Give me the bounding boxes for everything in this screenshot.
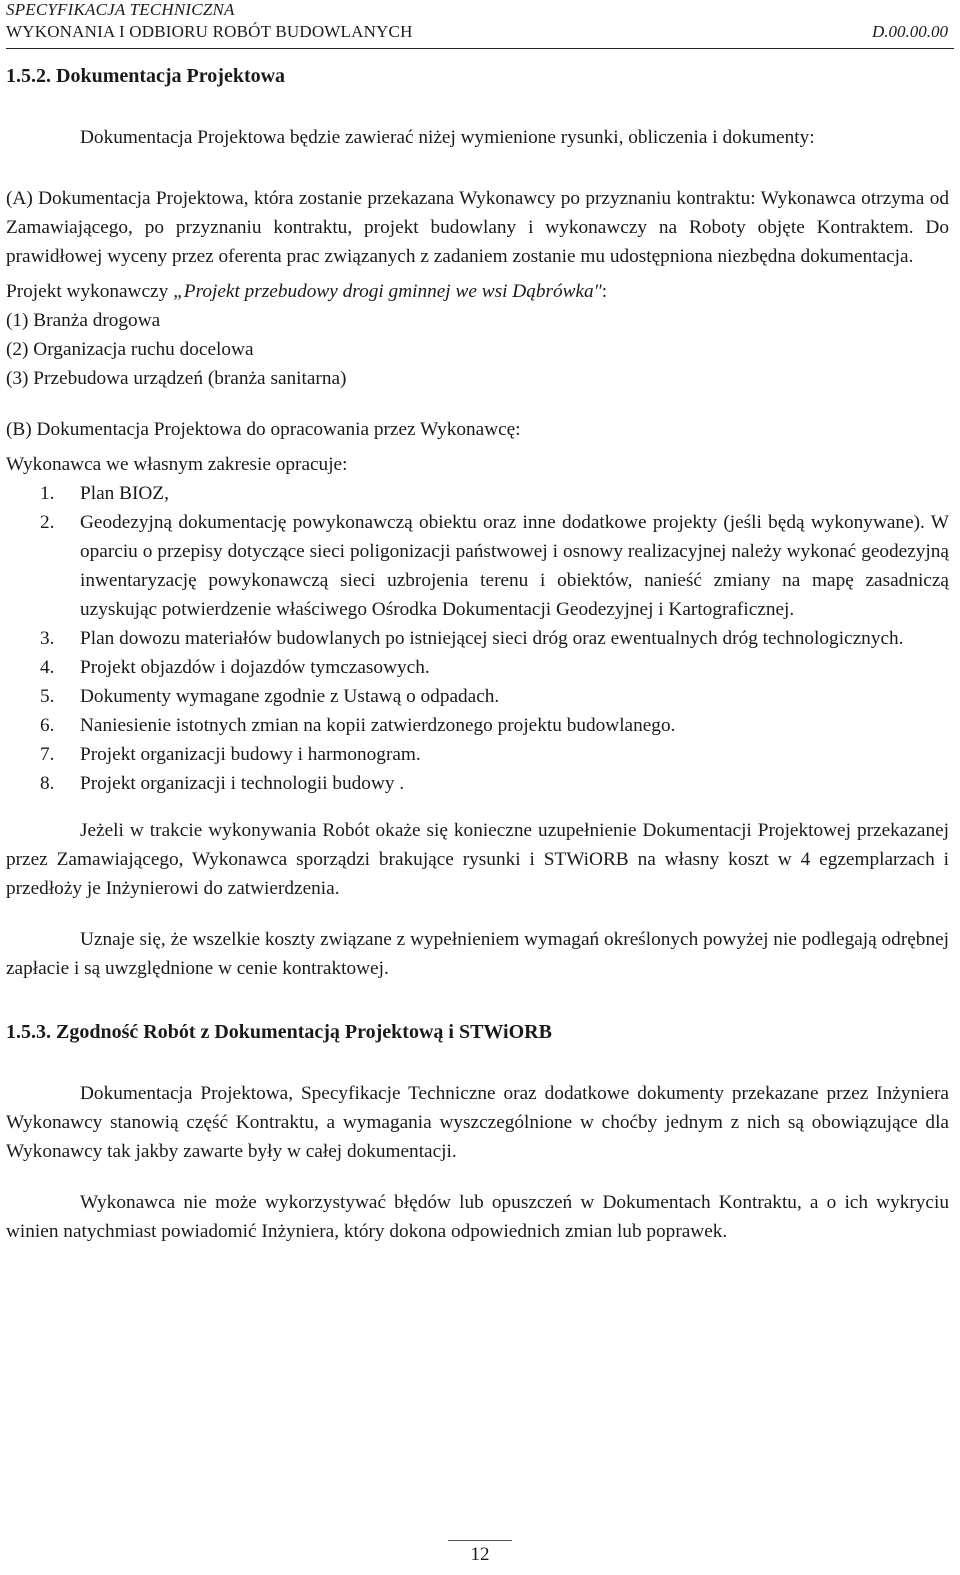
list-item-text: Projekt organizacji i technologii budowy . [80, 773, 405, 794]
list-item [6, 653, 949, 682]
list-item-number: 6. [40, 715, 55, 736]
header-spec-title: SPECYFIKACJA TECHNICZNA [6, 0, 235, 19]
page-header [6, 0, 954, 49]
list-item [6, 624, 949, 653]
list-item [6, 682, 949, 711]
list-item [6, 740, 949, 769]
project-prefix: Projekt wykonawczy [6, 281, 174, 302]
branch-item: (1) Branża drogowa [6, 310, 161, 331]
list-item-number: 2. [40, 512, 55, 533]
project-line [6, 277, 949, 306]
list-item-text: Projekt organizacji budowy i harmonogram. [80, 744, 421, 765]
list-item-number: 3. [40, 628, 55, 649]
list-item-number: 7. [40, 744, 55, 765]
list-item-text: Projekt objazdów i dojazdów tymczasowych. [80, 657, 430, 678]
list-item-text: Dokumenty wymagane zgodnie z Ustawą o odpadach. [80, 686, 500, 707]
section-heading-1-5-2: 1.5.2. Dokumentacja Projektowa [6, 65, 286, 87]
document-body [6, 62, 949, 1246]
section-heading-1-5-3: 1.5.3. Zgodność Robót z Dokumentacją Projektową i STWiORB [6, 1021, 552, 1043]
list-item-text: Geodezyjną dokumentację powykonawczą obiektu oraz inne dodatkowe projekty (jeśli będą wykonywane). W oparciu o przepisy dotyczące sieci poligonizacji państwowej i osnowy realizacyjnej należy wykonać geodezyjną inwentaryzację powykonawczą sieci uzbrojenia terenu i obiektów, nanieść zmiany na mapę zasadniczą uzyskując potwierdzenie właściwego Ośrodka Dokumentacji Geodezyjnej i Kartograficznej. [80, 512, 949, 620]
list-item [6, 711, 949, 740]
supplement-paragraph: Jeżeli w trakcie wykonywania Robót okaże się konieczne uzupełnienie Dokumentacji Projektowej przekazanej przez Zamawiającego, Wykonawca sporządzi brakujące rysunki i STWiORB na własny koszt w 4 egzemplarzach i przedłoży je Inżynierowi do zatwierdzenia. [6, 820, 949, 899]
list-item-text: Naniesienie istotnych zmian na kopii zatwierdzonego projektu budowlanego. [80, 715, 676, 736]
page-number: 12 [470, 1544, 490, 1565]
list-item-number: 8. [40, 773, 55, 794]
intro-paragraph: Dokumentacja Projektowa będzie zawierać niżej wymienione rysunki, obliczenia i dokumenty: [80, 127, 815, 148]
list-item [6, 508, 949, 624]
branch-item: (3) Przebudowa urządzeń (branża sanitarna) [6, 368, 347, 389]
section-b-intro: Wykonawca we własnym zakresie opracuje: [6, 454, 348, 475]
footer-divider [448, 1540, 512, 1541]
project-suffix: : [601, 281, 608, 302]
compliance-paragraph: Dokumentacja Projektowa, Specyfikacje Techniczne oraz dodatkowe dokumenty przekazane przez Inżyniera Wykonawcy stanowią część Kontraktu, a wymagania wyszczególnione w choćby jednym z nich są obowiązujące dla Wykonawcy tak jakby zawarte były w całej dokumentacji. [6, 1083, 949, 1162]
costs-paragraph: Uznaje się, że wszelkie koszty związane z wypełnieniem wymagań określonych powyżej nie podlegają odrębnej zapłacie i są uwzględnione w cenie kontraktowej. [6, 929, 949, 979]
branch-item: (2) Organizacja ruchu docelowa [6, 339, 254, 360]
header-spec-code: D.00.00.00 [871, 22, 948, 41]
deliverables-list [6, 479, 949, 798]
list-item-number: 1. [40, 483, 55, 504]
list-item [6, 479, 949, 508]
list-item-text: Plan dowozu materiałów budowlanych po istniejącej sieci dróg oraz ewentualnych dróg technologicznych. [80, 628, 904, 649]
list-item-text: Plan BIOZ, [80, 483, 169, 504]
errors-paragraph: Wykonawca nie może wykorzystywać błędów lub opuszczeń w Dokumentach Kontraktu, a o ich wykryciu winien natychmiast powiadomić Inżyniera, który dokona odpowiednich zmian lub poprawek. [6, 1192, 949, 1242]
header-spec-subtitle: WYKONANIA I ODBIORU ROBÓT BUDOWLANYCH [6, 22, 413, 41]
list-item-number: 5. [40, 686, 55, 707]
list-item [6, 769, 949, 798]
list-item-number: 4. [40, 657, 55, 678]
section-b-heading: (B) Dokumentacja Projektowa do opracowania przez Wykonawcę: [6, 419, 521, 440]
project-title: „Projekt przebudowy drogi gminnej we wsi Dąbrówka" [173, 281, 602, 302]
section-a-paragraph: (A) Dokumentacja Projektowa, która zostanie przekazana Wykonawcy po przyznaniu kontraktu: Wykonawca otrzyma od Zamawiającego, po przyznaniu kontraktu, projekt budowlany i wykonawczy na Roboty objęte Kontraktem. Do prawidłowej wyceny przez oferenta prac związanych z zadaniem zostanie mu udostępniona niezbędna dokumentacja. [6, 188, 949, 267]
